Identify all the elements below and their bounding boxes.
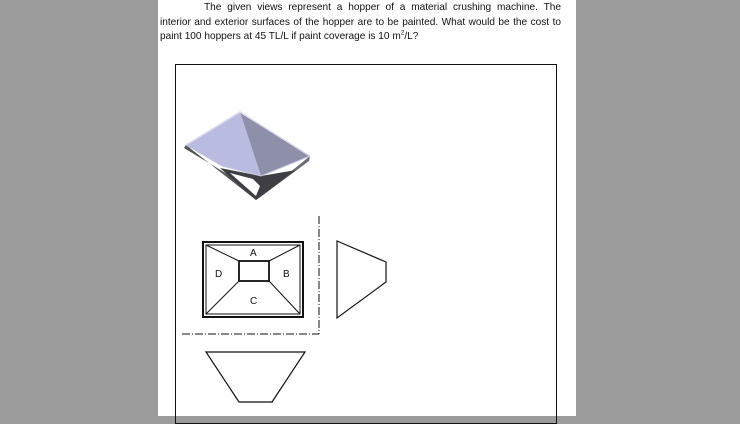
hopper-front-view <box>206 352 305 402</box>
problem-text-end: /L? <box>404 31 419 42</box>
document-page <box>158 0 576 416</box>
superscript-two: 2 <box>400 29 405 37</box>
label-c: C <box>250 296 258 307</box>
label-b: B <box>283 269 290 280</box>
label-a: A <box>250 248 257 259</box>
problem-text: The given views represent a hopper of a material crushing machine. The interior and exterior surfaces of the hopper are to be painted. What would be the cost to paint 100 hoppers at 45 TL/L if paint coverage is 10 m <box>160 2 561 42</box>
label-d: D <box>215 269 223 280</box>
hopper-side-view <box>337 241 386 318</box>
hopper-isometric-view <box>184 112 310 200</box>
hopper-drawing <box>158 0 576 416</box>
